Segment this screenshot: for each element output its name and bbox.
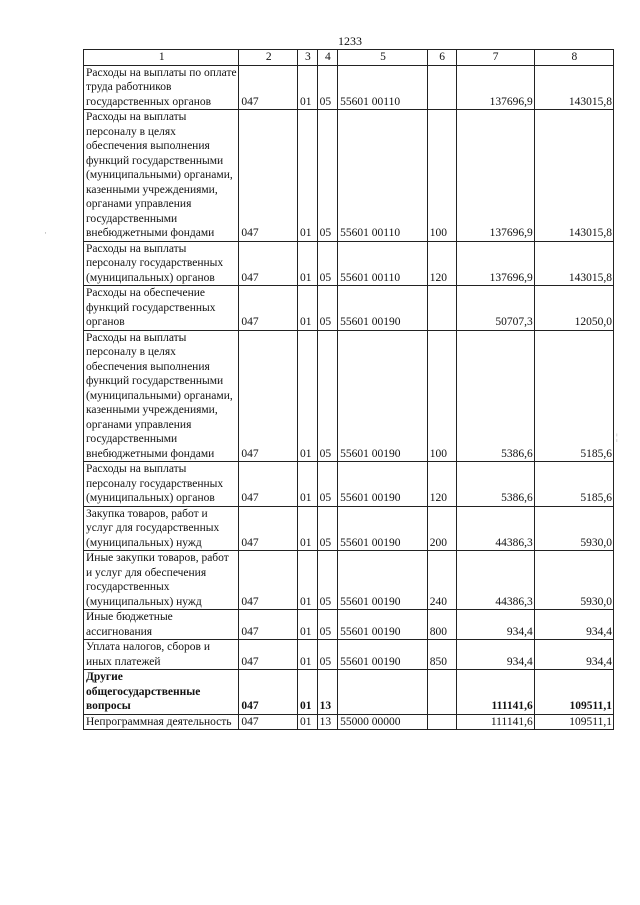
header-cell: 1 [84,50,239,66]
header-cell: 3 [298,50,318,66]
row-value-2021-cell: 5930,0 [534,551,613,610]
row-value-2020-cell: 44386,3 [456,551,534,610]
row-target-cell: 55601 00190 [338,462,428,507]
row-target-cell: 55601 00190 [338,551,428,610]
row-target-cell: 55601 00110 [338,65,428,110]
row-code-cell: 047 [239,65,298,110]
header-row [84,50,614,66]
row-expense-type-cell: 120 [427,241,456,286]
table-row [84,670,614,715]
row-name-cell: Расходы на выплаты персоналу в целях обеспечения выполнения функций государственными (муниципальными) органами, казенными учреждениями, органами управления государственными внебюджетными фондами [84,330,239,462]
row-subsection-cell: 05 [317,110,338,242]
row-expense-type-cell: 800 [427,610,456,640]
row-value-2020-cell: 137696,9 [456,110,534,242]
row-value-2021-cell: 5185,6 [534,462,613,507]
row-subsection-cell: 05 [317,462,338,507]
row-value-2020-cell: 137696,9 [456,65,534,110]
row-value-2020-cell: 934,4 [456,640,534,670]
row-name-cell: Уплата налогов, сборов и иных платежей [84,640,239,670]
header-cell: 8 [534,50,613,66]
row-target-cell: 55000 00000 [338,714,428,730]
table-row [84,330,614,462]
row-code-cell: 047 [239,714,298,730]
table-row [84,286,614,331]
row-target-cell: 55601 00190 [338,286,428,331]
row-section-cell: 01 [298,506,318,551]
row-target-cell [338,670,428,715]
table-row [84,241,614,286]
row-name-cell: Расходы на выплаты персоналу государственных (муниципальных) органов [84,462,239,507]
header-cell: 7 [456,50,534,66]
row-name-cell: Расходы на выплаты персоналу государственных (муниципальных) органов [84,241,239,286]
row-name-cell: Непрограммная деятельность [84,714,239,730]
header-cell: 4 [317,50,338,66]
row-subsection-cell: 13 [317,714,338,730]
row-expense-type-cell: 100 [427,110,456,242]
row-target-cell: 55601 00190 [338,330,428,462]
table-row [84,551,614,610]
row-name-cell: Расходы на выплаты персоналу в целях обеспечения выполнения функций государственными (муниципальными) органами, казенными учреждениями, органами управления государственными внебюджетными фондами [84,110,239,242]
row-section-cell: 01 [298,551,318,610]
row-name-cell: Закупка товаров, работ и услуг для государственных (муниципальных) нужд [84,506,239,551]
row-value-2021-cell: 12050,0 [534,286,613,331]
row-value-2021-cell: 934,4 [534,610,613,640]
row-code-cell: 047 [239,110,298,242]
row-value-2020-cell: 111141,6 [456,714,534,730]
row-section-cell: 01 [298,714,318,730]
row-expense-type-cell [427,670,456,715]
row-section-cell: 01 [298,110,318,242]
row-value-2020-cell: 5386,6 [456,330,534,462]
row-code-cell: 047 [239,610,298,640]
row-section-cell: 01 [298,610,318,640]
row-subsection-cell: 05 [317,286,338,331]
row-expense-type-cell [427,286,456,331]
row-code-cell: 047 [239,506,298,551]
row-expense-type-cell [427,65,456,110]
table-row [84,65,614,110]
row-value-2021-cell: 143015,8 [534,65,613,110]
row-target-cell: 55601 00110 [338,110,428,242]
table-row [84,462,614,507]
table-row [84,506,614,551]
row-value-2020-cell: 50707,3 [456,286,534,331]
row-value-2021-cell: 109511,1 [534,670,613,715]
header-cell: 6 [427,50,456,66]
row-value-2021-cell: 109511,1 [534,714,613,730]
row-value-2021-cell: 143015,8 [534,241,613,286]
row-value-2021-cell: 143015,8 [534,110,613,242]
row-section-cell: 01 [298,330,318,462]
row-subsection-cell: 13 [317,670,338,715]
row-expense-type-cell: 240 [427,551,456,610]
row-target-cell: 55601 00190 [338,640,428,670]
row-name-cell: Расходы на обеспечение функций государственных органов [84,286,239,331]
row-code-cell: 047 [239,286,298,331]
row-value-2021-cell: 934,4 [534,640,613,670]
row-value-2020-cell: 111141,6 [456,670,534,715]
row-section-cell: 01 [298,241,318,286]
row-subsection-cell: 05 [317,610,338,640]
row-expense-type-cell [427,714,456,730]
row-name-cell: Иные бюджетные ассигнования [84,610,239,640]
page-number: 1233 [338,34,362,48]
row-code-cell: 047 [239,462,298,507]
row-value-2020-cell: 934,4 [456,610,534,640]
row-code-cell: 047 [239,551,298,610]
table-row [84,110,614,242]
row-value-2021-cell: 5185,6 [534,330,613,462]
row-expense-type-cell: 120 [427,462,456,507]
row-section-cell: 01 [298,670,318,715]
row-target-cell: 55601 00110 [338,241,428,286]
scan-mark: ¦ [616,432,618,442]
row-subsection-cell: 05 [317,65,338,110]
row-code-cell: 047 [239,670,298,715]
row-name-cell: Иные закупки товаров, работ и услуг для обеспечения государственных (муниципальных) нужд [84,551,239,610]
row-target-cell: 55601 00190 [338,610,428,640]
row-subsection-cell: 05 [317,640,338,670]
row-section-cell: 01 [298,640,318,670]
row-subsection-cell: 05 [317,506,338,551]
table-row [84,640,614,670]
row-section-cell: 01 [298,462,318,507]
row-expense-type-cell: 200 [427,506,456,551]
row-subsection-cell: 05 [317,241,338,286]
row-section-cell: 01 [298,65,318,110]
row-code-cell: 047 [239,330,298,462]
row-name-cell: Другие общегосударственные вопросы [84,670,239,715]
row-section-cell: 01 [298,286,318,331]
row-value-2020-cell: 5386,6 [456,462,534,507]
row-code-cell: 047 [239,241,298,286]
header-cell: 5 [338,50,428,66]
table-row [84,714,614,730]
scan-mark: · [44,228,47,238]
row-subsection-cell: 05 [317,330,338,462]
header-cell: 2 [239,50,298,66]
row-expense-type-cell: 100 [427,330,456,462]
row-name-cell: Расходы на выплаты по оплате труда работников государственных органов [84,65,239,110]
row-value-2021-cell: 5930,0 [534,506,613,551]
budget-table [83,49,614,730]
row-code-cell: 047 [239,640,298,670]
row-value-2020-cell: 44386,3 [456,506,534,551]
row-expense-type-cell: 850 [427,640,456,670]
row-value-2020-cell: 137696,9 [456,241,534,286]
table-row [84,610,614,640]
row-subsection-cell: 05 [317,551,338,610]
row-target-cell: 55601 00190 [338,506,428,551]
